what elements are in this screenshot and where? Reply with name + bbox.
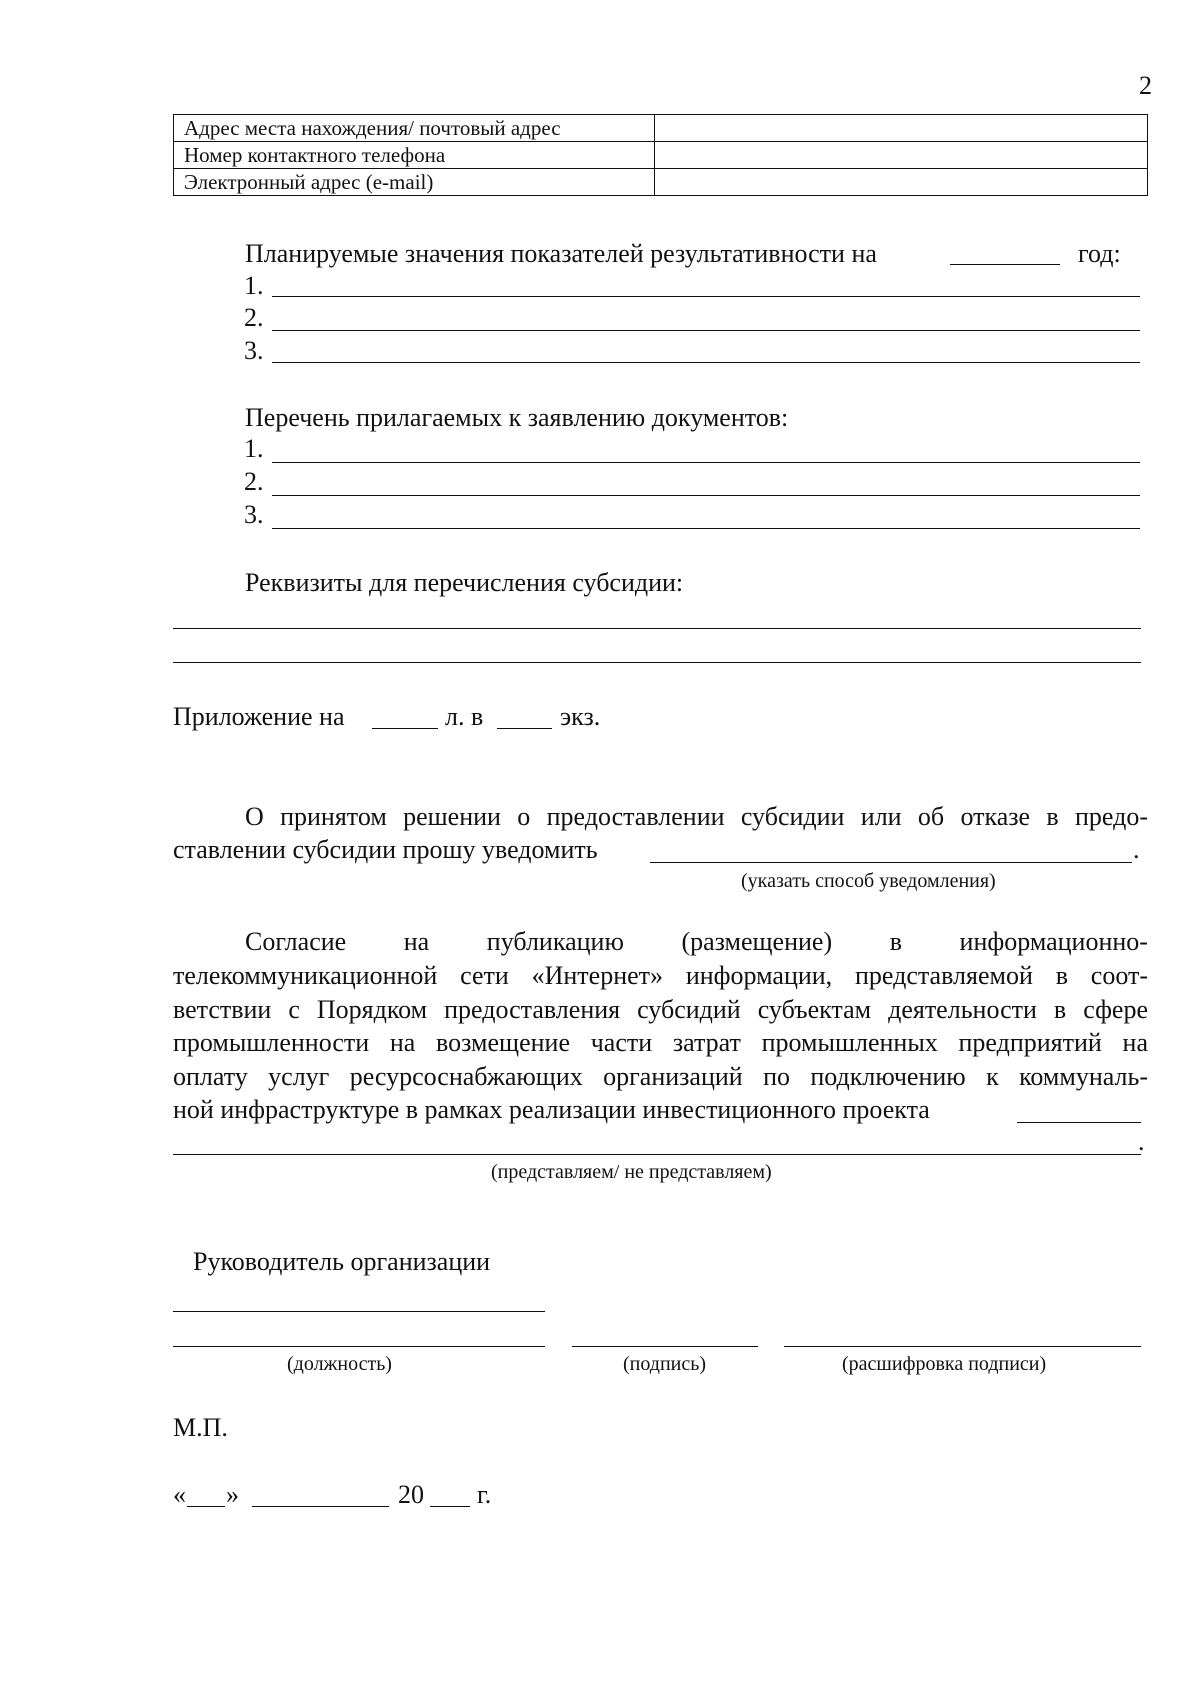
date-close-quote: » — [226, 1480, 239, 1509]
consent-word: информационно- — [959, 927, 1148, 956]
notification-caption: (указать способ уведомления) — [741, 870, 996, 892]
contact-label: Номер контактного телефона — [174, 142, 655, 169]
document-item-number: 1. — [244, 434, 264, 463]
contact-table — [173, 114, 1148, 196]
attachment-copies-field[interactable] — [497, 728, 552, 729]
attachment-sheets-field[interactable] — [372, 728, 438, 729]
signature-caption: (подпись) — [623, 1353, 707, 1375]
indicator-item-number: 3. — [244, 336, 264, 365]
contact-value[interactable] — [655, 169, 1148, 196]
document-item-number: 2. — [244, 467, 264, 496]
date-year-suffix: г. — [477, 1480, 492, 1509]
consent-text-line: телекоммуникационной сети «Интернет» информации, представляемой в соот- — [173, 961, 1148, 990]
consent-caption: (представляем/ не представляем) — [491, 1161, 772, 1183]
attachment-prefix: Приложение на — [173, 702, 345, 731]
notification-text-line: ставлении субсидии прошу уведомить — [173, 835, 598, 864]
consent-text-line: ной инфраструктуре в рамках реализации инвестиционного проекта — [173, 1095, 930, 1124]
table-row — [174, 115, 1148, 142]
table-row — [174, 169, 1148, 196]
documents-heading: Перечень прилагаемых к заявлению документов: — [245, 403, 789, 432]
attachment-mid: л. в — [445, 702, 484, 731]
notification-text-line: О принятом решении о предоставлении субсидии или об отказе в предо- — [245, 802, 1148, 831]
indicator-item-field[interactable] — [272, 330, 1140, 331]
date-year-prefix: 20 — [398, 1480, 424, 1509]
contact-value[interactable] — [655, 142, 1148, 169]
consent-word: (размещение) — [681, 927, 833, 956]
consent-text-line: оплату услуг ресурсоснабжающих организаций по подключению к коммуналь- — [173, 1062, 1148, 1091]
consent-word: в — [889, 927, 902, 956]
indicator-item-field[interactable] — [272, 362, 1140, 363]
date-open-quote: « — [173, 1480, 186, 1509]
stamp-mark: М.П. — [173, 1413, 228, 1442]
position-field-line[interactable] — [173, 1311, 545, 1312]
decoding-field[interactable] — [784, 1346, 1141, 1347]
signature-heading: Руководитель организации — [193, 1247, 491, 1276]
decoding-caption: (расшифровка подписи) — [842, 1353, 1047, 1375]
position-field-line[interactable] — [173, 1346, 545, 1347]
consent-text-line: промышленности на возмещение части затрат промышленных предприятий на — [173, 1028, 1148, 1057]
position-caption: (должность) — [287, 1353, 392, 1375]
requisites-field-line[interactable] — [173, 662, 1141, 663]
consent-word: публикацию — [486, 927, 624, 956]
document-item-field[interactable] — [272, 462, 1140, 463]
consent-word: на — [403, 927, 430, 956]
date-month-field[interactable] — [252, 1506, 389, 1507]
table-row — [174, 142, 1148, 169]
consent-project-field[interactable] — [1017, 1122, 1141, 1123]
page-number: 2 — [1139, 71, 1152, 100]
contact-label: Адрес места нахождения/ почтовый адрес — [174, 115, 655, 142]
consent-word: Согласие — [245, 927, 347, 956]
indicators-heading: Планируемые значения показателей результативности на — [245, 239, 877, 268]
indicator-item-number: 2. — [244, 303, 264, 332]
notification-method-field[interactable] — [650, 862, 1132, 863]
indicator-item-field[interactable] — [272, 296, 1140, 297]
signature-field[interactable] — [572, 1346, 758, 1347]
document-item-field[interactable] — [272, 528, 1140, 529]
document-item-field[interactable] — [272, 495, 1140, 496]
indicators-year-field[interactable] — [950, 264, 1060, 265]
indicator-item-number: 1. — [244, 271, 264, 300]
consent-answer-field[interactable] — [173, 1154, 1141, 1155]
consent-end: . — [1138, 1127, 1145, 1156]
document-item-number: 3. — [244, 500, 264, 529]
indicators-heading-suffix: год: — [1078, 239, 1121, 268]
contact-value[interactable] — [655, 115, 1148, 142]
contact-label: Электронный адрес (e-mail) — [174, 169, 655, 196]
requisites-heading: Реквизиты для перечисления субсидии: — [245, 568, 684, 597]
consent-text-line: ветствии с Порядком предоставления субсидий субъектам деятельности в сфере — [173, 995, 1148, 1024]
date-year-field[interactable] — [430, 1506, 470, 1507]
consent-text-line — [245, 926, 1148, 958]
date-day-field[interactable] — [187, 1506, 225, 1507]
notification-end: . — [1133, 835, 1140, 864]
attachment-suffix: экз. — [560, 702, 601, 731]
requisites-field-line[interactable] — [173, 628, 1141, 629]
